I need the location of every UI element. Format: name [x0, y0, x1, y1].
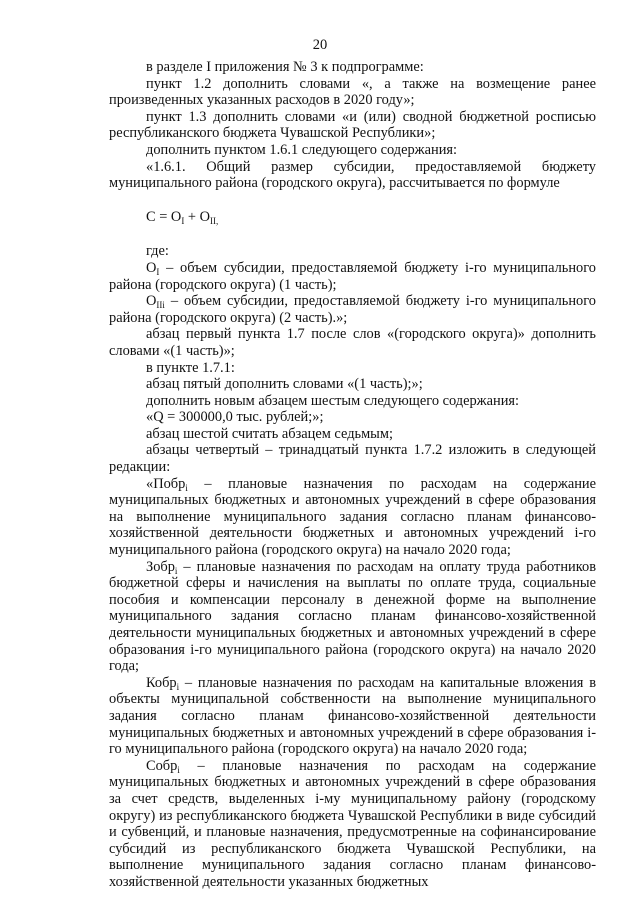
paragraph: абзацы четвертый – тринадцатый пункта 1.7.2 изложить в следующей редакции: — [109, 442, 596, 476]
paragraph: дополнить пунктом 1.6.1 следующего содержания: — [146, 141, 458, 158]
paragraph: в разделе I приложения № 3 к подпрограмме: — [146, 59, 424, 75]
definition-paragraph: $О_I$ – объем субсидии, предоставляемой бюджету i-го муниципального района (городского округа) (1 часть); — [109, 259, 596, 293]
definition-paragraph: Зобр$_i$ – плановые назначения по расходам на оплату труда работников бюджетной сферы и начисления на выплаты по оплате труда, социальные пособия и компенсации персоналу в денежной форме на выполнение муниципального задания согласно планам финансово-хозяйственной деятельности муниципальных бюджетных и автономных учреждений в сфере образования i-го муниципального района (городского округа) на начало 2020 года; — [109, 558, 596, 675]
paragraph: пункт 1.2 дополнить словами «, а также на возмещение ранее произведенных указанных расходов в 2020 году»; — [109, 75, 596, 109]
definition-paragraph: Собр$_i$ – плановые назначения по расходам на содержание муниципальных бюджетных и автономных учреждений в сфере образования за счет средств, выделенных i-му муниципальному району (городскому округу) из республиканского бюджета Чувашской Республики в виде субсидий и субвенций, и плановые назначения, предусмотренные на софинансирование субсидий из республиканского бюджета Чувашской Республики, на выполнение муниципального задания согласно планам финансово-хозяйственной деятельности указанных бюджетных — [109, 757, 596, 890]
definition-paragraph: $О_{IIi}$ – объем субсидии, предоставляемой бюджету i-го муниципального района (городского округа) (2 часть).»; — [109, 293, 596, 326]
paragraph: абзац пятый дополнить словами «(1 часть);»; — [146, 376, 423, 393]
paragraph: абзац шестой считать абзацем седьмым; — [146, 425, 393, 442]
formula: $С = О_I + О_{II,}$ — [146, 208, 219, 226]
document-body — [109, 59, 596, 891]
page-number: 20 — [312, 37, 328, 53]
paragraph: «Q = 300000,0 тыс. рублей;»; — [146, 409, 324, 426]
paragraph: в пункте 1.7.1: — [146, 359, 235, 376]
paragraph: дополнить новым абзацем шестым следующего содержания: — [146, 392, 520, 409]
paragraph: где: — [146, 243, 169, 260]
paragraph: пункт 1.3 дополнить словами «и (или) сводной бюджетной росписью республиканского бюджета Чувашской Республики»; — [109, 108, 596, 142]
definition-paragraph: «Побр$_i$ – плановые назначения по расходам на содержание муниципальных бюджетных и автономных учреждений в сфере образования на выполнение муниципального задания согласно планам финансово-хозяйственной деятельности бюджетных и автономных учреждений i-го муниципального района (городского округа) на начало 2020 года; — [109, 475, 596, 559]
paragraph: абзац первый пункта 1.7 после слов «(городского округа)» дополнить словами «(1 часть)»; — [109, 326, 596, 359]
definition-paragraph: Кобр$_i$ – плановые назначения по расходам на капитальные вложения в объекты муниципальной собственности на выполнение муниципального задания согласно планам финансово-хозяйственной деятельности муниципальных бюджетных и автономных учреждений в сфере образования i-го муниципального района (городского округа) на начало 2020 года; — [109, 674, 596, 758]
paragraph: «1.6.1. Общий размер субсидии, предоставляемой бюджету муниципального района (городского округа), рассчитывается по формуле — [109, 158, 596, 192]
